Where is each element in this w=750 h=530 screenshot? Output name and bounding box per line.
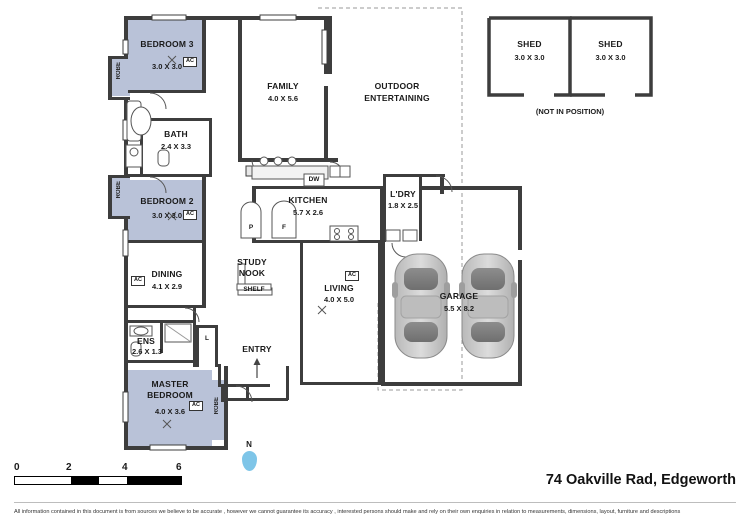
ac-badge-bedroom-2: AC (183, 210, 197, 220)
room-dims-bedroom-2: 3.0 X 3.0 (151, 211, 183, 220)
room-dims-bath: 2.4 X 3.3 (160, 142, 192, 151)
room-label-ensuite: ENS (136, 336, 156, 346)
robe-label-bedroom-2: ROBE (116, 181, 122, 199)
room-label-entertaining: ENTERTAINING (364, 93, 430, 103)
room-label-bedroom-2: BEDROOM 2 (140, 196, 194, 206)
scale-tick-4: 4 (122, 462, 128, 473)
linen-label: L (205, 335, 209, 342)
footer-divider (14, 502, 736, 503)
robe-label-master: ROBE (214, 397, 220, 415)
shed-1-label: SHED (517, 39, 542, 49)
scale-tick-6: 6 (176, 462, 182, 473)
room-dims-garage: 5.5 X 8.2 (443, 304, 475, 313)
appliance-label-fridge: F (282, 224, 286, 231)
room-label-laundry: L'DRY (390, 189, 416, 199)
room-label-kitchen: KITCHEN (288, 195, 328, 205)
shed-not-in-position-note: (NOT IN POSITION) (535, 107, 605, 116)
north-drop-icon (242, 451, 257, 471)
room-dims-living: 4.0 X 5.0 (323, 295, 355, 304)
room-label-living: LIVING (324, 283, 354, 293)
room-dims-kitchen: 5.7 X 2.6 (292, 208, 324, 217)
room-label-nook: NOOK (238, 268, 266, 278)
room-label-study: STUDY (237, 257, 267, 267)
room-dims-ensuite: 2.6 X 1.3 (131, 347, 163, 356)
shed-2-label: SHED (598, 39, 623, 49)
room-label-master-bedroom: BEDROOM (147, 390, 193, 400)
room-label-entry: ENTRY (242, 344, 272, 354)
room-label-dining: DINING (151, 269, 183, 279)
shed-1-dims: 3.0 X 3.0 (514, 53, 545, 62)
scale-tick-0: 0 (14, 462, 20, 473)
scale-tick-2: 2 (66, 462, 72, 473)
room-dims-master: 4.0 X 3.6 (154, 407, 186, 416)
room-dims-laundry: 1.8 X 2.5 (387, 201, 419, 210)
room-label-bath: BATH (164, 129, 188, 139)
shed-2-dims: 3.0 X 3.0 (595, 53, 626, 62)
room-dims-dining: 4.1 X 2.9 (151, 282, 183, 291)
appliance-label-dishwasher: DW (308, 176, 320, 183)
room-label-bedroom-3: BEDROOM 3 (140, 39, 194, 49)
disclaimer-text: All information contained in this document is from sources we believe to be accurate , however we cannot guarantee its accuracy , interested persons should make and rely on their own enquiries in relation to measurements, dimensions, layout, furniture and descriptions (14, 509, 681, 515)
north-label: N (246, 440, 252, 449)
entry-arrow-icon (250, 356, 264, 380)
room-dims-bedroom-3: 3.0 X 3.0 (151, 62, 183, 71)
north-indicator (236, 440, 262, 471)
scale-bar-graphic (14, 476, 182, 485)
shelf-label: SHELF (243, 286, 265, 293)
room-label-family: FAMILY (267, 81, 299, 91)
property-address: 74 Oakville Rad, Edgeworth (545, 472, 736, 488)
ac-badge-living: AC (345, 271, 359, 281)
room-label-master: MASTER (151, 379, 189, 389)
ac-badge-dining: AC (131, 276, 145, 286)
scale-bar (14, 462, 194, 485)
room-label-garage: GARAGE (439, 291, 479, 301)
appliance-label-pantry: P (248, 224, 254, 231)
ac-badge-bedroom-3: AC (183, 57, 197, 67)
room-label-outdoor: OUTDOOR (374, 81, 420, 91)
robe-label-bedroom-3: ROBE (116, 62, 122, 80)
ac-badge-master: AC (189, 401, 203, 411)
room-dims-family: 4.0 X 5.6 (267, 94, 299, 103)
